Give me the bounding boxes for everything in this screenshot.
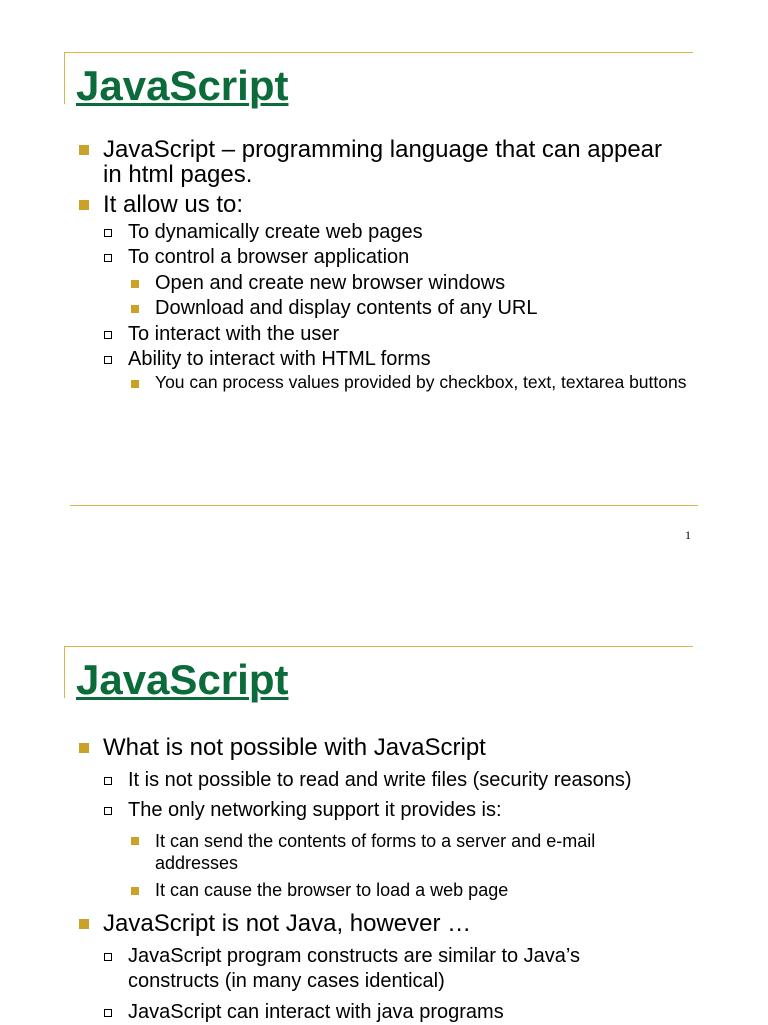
bullet-level2: [128, 768, 708, 793]
bullet-text: To dynamically create web pages: [128, 221, 423, 243]
bullet-text: Ability to interact with HTML forms: [128, 348, 431, 370]
hollow-square-bullet-icon: [104, 1009, 112, 1017]
slide-frame-top-rule: [64, 646, 693, 647]
page-number: 1: [685, 528, 691, 542]
bullet-level2: [128, 798, 708, 823]
slide-title: JavaScript: [76, 62, 289, 109]
bullet-level3: [155, 830, 655, 874]
bullet-level3: [155, 880, 715, 901]
bullet-text: It allow us to:: [103, 191, 244, 218]
square-bullet-icon: [131, 837, 139, 845]
hollow-square-bullet-icon: [104, 807, 112, 815]
bullet-text: Open and create new browser windows: [155, 272, 506, 294]
bullet-text: It can send the contents of forms to a server and e-mail addresses: [155, 831, 596, 873]
bullet-text: JavaScript – programming language that can appear in html pages.: [103, 136, 663, 188]
bullet-text: It can cause the browser to load a web page: [155, 880, 509, 900]
slide-frame-left-rule: [64, 646, 65, 698]
bullet-text: Download and display contents of any URL: [155, 297, 538, 319]
bullet-level2: [128, 1000, 708, 1025]
bullet-text: You can process values provided by checkbox, text, textarea buttons: [155, 372, 687, 392]
bullet-text: To interact with the user: [128, 323, 340, 345]
square-bullet-icon: [131, 887, 139, 895]
bullet-text: It is not possible to read and write files (security reasons): [128, 769, 632, 791]
bullet-text: What is not possible with JavaScript: [103, 734, 486, 761]
bullet-text: To control a browser application: [128, 246, 410, 268]
hollow-square-bullet-icon: [104, 953, 112, 961]
bullet-level1: [103, 911, 663, 936]
bullet-text: JavaScript is not Java, however …: [103, 910, 472, 937]
slide-title: JavaScript: [76, 656, 289, 703]
square-bullet-icon: [79, 743, 89, 753]
bullet-level2: [128, 944, 628, 994]
bullet-text: JavaScript program constructs are similar to Java’s constructs (in many cases identical): [128, 945, 581, 992]
bullet-text: The only networking support it provides is:: [128, 799, 502, 821]
bullet-level1: [103, 735, 663, 760]
bullet-text: JavaScript can interact with java programs: [128, 1001, 504, 1023]
hollow-square-bullet-icon: [104, 777, 112, 785]
square-bullet-icon: [79, 919, 89, 929]
